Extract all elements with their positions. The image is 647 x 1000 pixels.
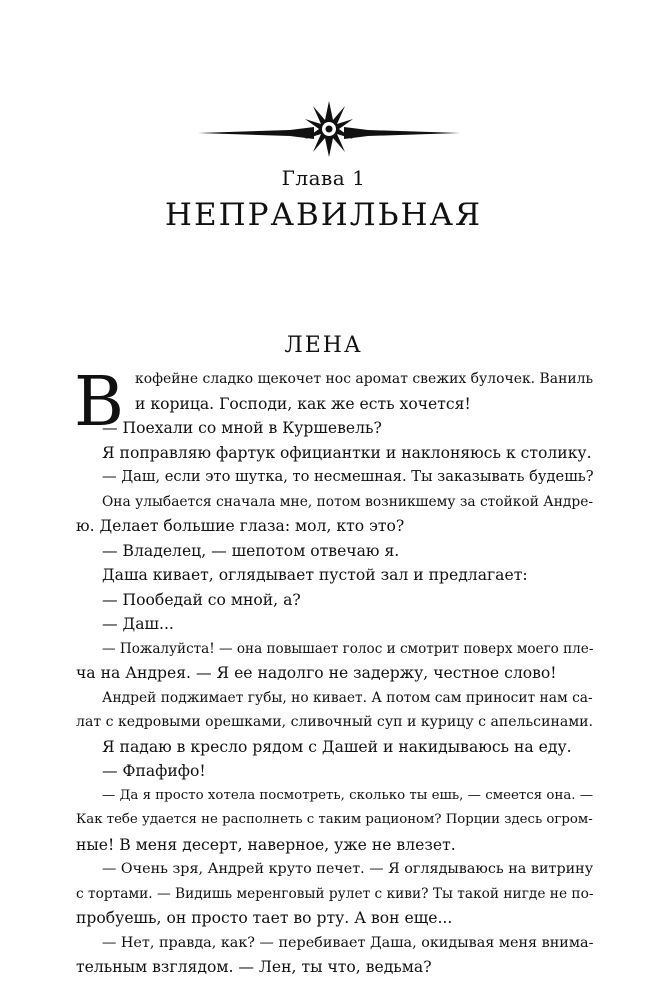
text-line: — Нет, правда, как? — перебивает Даша, окидывая меня внима- [102, 934, 594, 951]
drop-cap: В [74, 363, 124, 442]
text-line: Она улыбается сначала мне, потом возникшему за стойкой Андре- [102, 493, 594, 510]
text-line: Андрей поджимает губы, но кивает. А потом сам приносит нам са- [102, 689, 593, 706]
text-line: пробуешь, он просто тает во рту. А вон еще... [76, 909, 453, 927]
text-line: с тортами. — Видишь меренговый рулет с киви? Ты такой нигде не по- [76, 885, 594, 902]
text-line: лат с кедровыми орешками, сливочный суп и курицу с апельсинами. [76, 714, 594, 730]
body-text [74, 363, 596, 980]
chapter-label: Глава 1 [281, 166, 366, 190]
text-line: Я падаю в кресло рядом с Дашей и накидываюсь на еду. [102, 737, 572, 756]
text-line: Я поправляю фартук официантки и наклоняюсь к столику. [102, 443, 592, 462]
text-line: — Даш... [102, 615, 174, 633]
text-line: кофейне сладко щекочет нос аромат свежих булочек. Ваниль [135, 371, 594, 387]
text-line: — Поехали со мной в Куршевель? [102, 419, 382, 437]
text-line: — Да я просто хотела посмотреть, сколько ты ешь, — смеется она. — [102, 787, 594, 803]
text-line: — Фпафифо! [102, 762, 206, 780]
text-line: тельным взглядом. — Лен, ты что, ведьма? [76, 958, 432, 976]
text-line: и корица. Господи, как же есть хочется! [135, 394, 471, 413]
text-line: ю. Делает большие глаза: мол, кто это? [76, 517, 405, 535]
text-line: ча на Андрея. — Я ее надолго не задержу, честное слово! [76, 664, 557, 682]
text-line: — Пожалуйста! — она повышает голос и смотрит поверх моего пле- [102, 640, 594, 657]
chapter-ornament [198, 96, 460, 158]
section-title: ЛЕНА [284, 333, 363, 358]
text-line: Как тебе удается не располнеть с таким рационом? Порции здесь огром- [76, 812, 593, 827]
text-line: — Очень зря, Андрей круто печет. — Я оглядываюсь на витрину [102, 861, 594, 877]
chapter-title: НЕПРАВИЛЬНАЯ [164, 197, 483, 233]
text-line: Даша кивает, оглядывает пустой зал и предлагает: [102, 566, 528, 584]
ornament-right-rule [344, 127, 460, 139]
text-line: ные! В меня десерт, наверное, уже не влезет. [76, 835, 456, 854]
text-line: — Владелец, — шепотом отвечаю я. [102, 541, 400, 560]
text-line: — Пообедай со мной, а? [102, 590, 301, 609]
text-line: — Даш, если это шутка, то несмешная. Ты заказывать будешь? [102, 468, 594, 485]
ornament-left-rule [198, 127, 314, 139]
